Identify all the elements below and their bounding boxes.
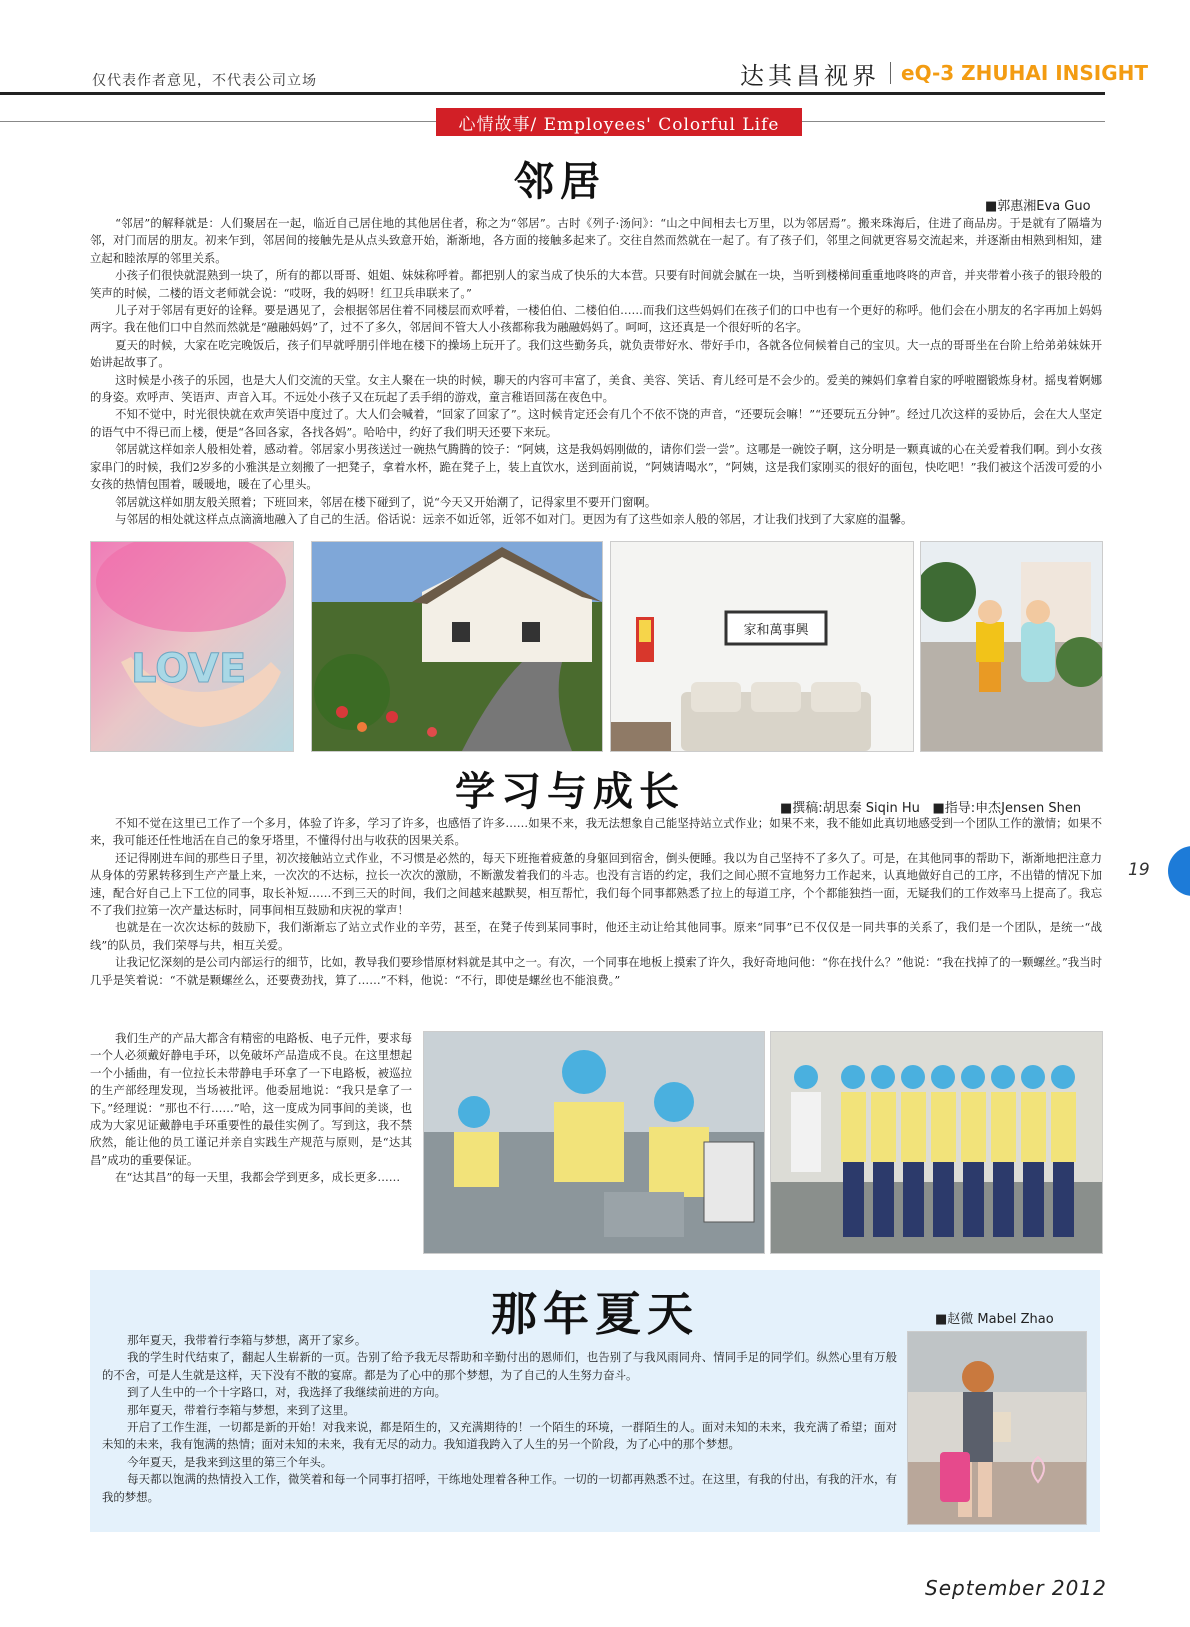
article1-title: 邻居 (514, 158, 606, 205)
page-tab (1168, 846, 1190, 896)
article3-author: ■赵微 Mabel Zhao (935, 1312, 1054, 1327)
article1-paragraph: 夏天的时候，大家在吃完晚饭后，孩子们早就呼朋引伴地在楼下的操场上玩开了。我们这些勤务兵，就负责带好水、带好手巾，各就各位伺候着自己的宝贝。大一点的哥哥坐在台阶上给弟弟妹妹开始讲起故事了。 (90, 337, 1102, 370)
factory-workers-photo (423, 1031, 765, 1254)
brand-divider (890, 62, 891, 84)
article1-paragraph: 这时候是小孩子的乐园，也是大人们交流的天堂。女主人聚在一块的时候，聊天的内容可丰富了，美食、美容、笑话、育儿经可是不会少的。爱美的辣妈们拿着自家的呼啦圈锻炼身材。摇曳着婀娜的身姿。欢呼声、笑语声、声音入耳。不远处小孩子又在玩起了丢手绢的游戏，童言稚语回荡在夜色中。 (90, 372, 1102, 405)
article3-body (102, 1332, 897, 1506)
article2-side-body (90, 1030, 412, 1187)
brand-chinese: 达其昌视界 (740, 61, 880, 90)
love-hands-photo (90, 541, 294, 752)
header-brand (740, 56, 1148, 90)
article3-paragraph: 今年夏天，是我来到这里的第三个年头。 (127, 1454, 333, 1469)
love-letters: LOVE (131, 646, 247, 692)
article2-author: ■撰稿:胡思秦 Siqin Hu (780, 801, 920, 816)
article1-paragraph: 儿子对于邻居有更好的诠释。要是遇见了，会根据邻居住着不同楼层而欢呼着，一楼伯伯、二楼伯伯……而我们这些妈妈们在孩子们的口中也有一个更好的称呼。他们会在小朋友的名字再加上妈妈两字。我在他们口中自然而然就是“融融妈妈”了，过不了多久，邻居间不管大人小孩都称我为融融妈妈了。呵呵，这还真是一个很好听的名字。 (90, 303, 1102, 335)
footer-date: September 2012 (925, 1576, 1107, 1600)
section-tag: 心情故事/ Employees' Colorful Life (436, 108, 802, 136)
article2-title: 学习与成长 (455, 768, 685, 815)
article1-byline (985, 195, 1091, 214)
article2-side-paragraph: 在“达其昌”的每一天里，我都会学到更多，成长更多…… (115, 1170, 401, 1185)
article1-paragraph: “邻居”的解释就是：人们聚居在一起，临近自己居住地的其他居住者，称之为“邻居”。古时《列子·汤问》：“山之中间相去七万里，以为邻居焉”。搬来珠海后，住进了商品房。于是就有了隔墙为邻，对门而居的朋友。初来乍到，邻居间的接触先是从点头致意开始，渐渐地，各方面的接触多起来了。交往自然而然就在一起了。有了孩子们，邻里之间就更容易交流起来，并逐渐由相熟到相知，建立起和睦浓厚的邻里关系。 (90, 216, 1102, 265)
article1-author: ■郭惠湘Eva Guo (985, 199, 1091, 214)
article3-paragraph: 那年夏天，我带着行李箱与梦想，离开了家乡。 (127, 1333, 367, 1347)
article2-paragraph: 还记得刚进车间的那些日子里，初次接触站立式作业，不习惯是必然的，每天下班拖着疲惫的身躯回到宿舍，倒头便睡。我以为自己坚持不了多久了。可是，在其他同事的帮助下，渐渐地把注意力从身体的劳累转移到生产产量上来，一次次的不达标，拉长一次次的激励，不断激发着我们的斗志。也没有言语的约定，我们之间心照不宣地努力工作起来，认真地做好自己的工序，不出错的情况下加速，配合好自己上下工位的同事，取长补短……不到三天的时间，我们之间越来越默契，相互帮忙，我们每个同事都熟悉了拉上的每道工序，个个都能独挡一面，无疑我们的工作效率马上提高了。我忘不了我们拉第一次产量达标时，同事间相互鼓励和庆祝的掌声！ (90, 850, 1102, 918)
article1-paragraph: 不知不觉中，时光很快就在欢声笑语中度过了。大人们会喊着，“回家了回家了”。这时候肯定还会有几个不依不饶的声音，“还要玩会嘛！”“还要玩五分钟”。经过几次这样的妥协后，会在大人坚定的语气中不得已而上楼，便是“各回各家，各找各妈”。哈哈中，约好了我们明天还要下来玩。 (90, 407, 1102, 439)
article3-paragraph: 我的学生时代结束了，翻起人生崭新的一页。告别了给予我无尽帮助和辛勤付出的恩师们，也告别了与我风雨同舟、情同手足的同学们。纵然心里有万般的不舍，可是人生就是这样，天下没有不散的宴席。都是为了心中的那个梦想，为了自己的人生努力奋斗。 (102, 1350, 897, 1382)
article1-body (90, 215, 1102, 528)
header-rule (0, 92, 1105, 95)
article2-paragraph: 也就是在一次次达标的鼓励下，我们渐渐忘了站立式作业的辛劳，甚至，在凳子传到某同事时，他还主动让给其他同事。原来“同事”已不仅仅是一同共事的关系了，我们是一个团队，是统一“战线”的队员，我们荣辱与共，相互关爱。 (90, 920, 1102, 952)
article1-paragraph: 邻居就这样如亲人般相处着，感动着。邻居家小男孩送过一碗热气腾腾的饺子：“阿姨，这是我妈妈刚做的，请你们尝一尝”。这哪是一碗饺子啊，这分明是一颗真诚的心在关爱着我们啊。到小女孩家串门的时候，我们2岁多的小雅淇是立刻搬了一把凳子，拿着水杯，跪在凳子上，装上直饮水，送到面前说，“阿姨请喝水”，“阿姨，这是我们家刚买的很好的面包，快吃吧！”我们被这个活泼可爱的小女孩的热情包围着，暖暖地，暖在了心里头。 (90, 442, 1102, 492)
article2-side-paragraph: 我们生产的产品大都含有精密的电路板、电子元件，要求每一个人必须戴好静电手环，以免破坏产品造成不良。在这里想起一个小插曲，有一位拉长未带静电手环拿了一下电路板，被巡拉的生产部经理发现，当场被批评。他委屈地说：“我只是拿了一下。”经理说：“那也不行……”哈，这一度成为同事间的美谈，也成为大家见证戴静电手环重要性的最佳实例了。写到这，我不禁欣然，能让他的员工谨记并亲自实践生产规范与原则，是“达其昌”成功的重要保证。 (90, 1031, 412, 1167)
article3-paragraph: 那年夏天，带着行李箱与梦想，来到了这里。 (127, 1402, 355, 1417)
brand-english: eQ-3 ZHUHAI INSIGHT (901, 61, 1149, 85)
girl-suitcase-photo (907, 1331, 1087, 1525)
page-number: 19 (1128, 860, 1150, 880)
article3-byline (935, 1308, 1054, 1327)
article3-paragraph: 开启了工作生涯，一切都是新的开始！对我来说，都是陌生的，又充满期待的！一个陌生的环境，一群陌生的人。面对未知的未来，我充满了希望；面对未知的未来，我有饱满的热情；面对未知的未来，我有无尽的动力。我知道我跨入了人生的另一个阶段，为了心中的那个梦想。 (102, 1420, 897, 1452)
painting-text: 家和萬事興 (743, 623, 809, 638)
article3-paragraph: 每天都以饱满的热情投入工作，微笑着和每一个同事打招呼，干练地处理着各种工作。一切的一切都再熟悉不过。在这里，有我的付出，有我的汗水，有我的梦想。 (102, 1472, 897, 1504)
article3-paragraph: 到了人生中的一个十字路口，对，我选择了我继续前进的方向。 (127, 1385, 447, 1400)
article2-mentor: ■指导:申杰Jensen Shen (932, 801, 1082, 816)
article1-paragraph: 邻居就这样如朋友般关照着；下班回来，邻居在楼下碰到了，说“今天又开始潮了，记得家里不要开门窗啊。 (115, 494, 657, 509)
article2-paragraph: 不知不觉在这里已工作了一个多月，体验了许多，学习了许多，也感悟了许多……如果不来，我无法想象自己能坚持站立式作业；如果不来，我不能如此真切地感受到一个团队工作的激情；如果不来，我可能还任性地活在自己的象牙塔里，不懂得付出与收获的因果关系。 (90, 816, 1102, 848)
article2-body (90, 815, 1102, 989)
article1-paragraph: 小孩子们很快就混熟到一块了，所有的都以哥哥、姐姐、妹妹称呼着。都把别人的家当成了快乐的大本营。只要有时间就会腻在一块，当听到楼梯间重重地咚咚的声音，并夹带着小孩子的银玲般的笑声的时候，二楼的语文老师就会说：“哎呀，我的妈呀！红卫兵串联来了。” (90, 268, 1102, 300)
living-room-photo (610, 541, 914, 752)
article3-title: 那年夏天 (491, 1287, 699, 1341)
article2-paragraph: 让我记忆深刻的是公司内部运行的细节，比如，教导我们要珍惜原材料就是其中之一。有次，一个同事在地板上摸索了许久，我好奇地问他：“你在找什么？”他说：“我在找掉了的一颗螺丝。”我当时几乎是笑着说：“不就是颗螺丝么，还要费劲找，算了……”不料，他说：“不行，即使是螺丝也不能浪费。” (90, 955, 1102, 987)
header-disclaimer: 仅代表作者意见，不代表公司立场 (92, 73, 317, 89)
article2-byline (780, 797, 1081, 816)
cottage-garden-photo (311, 541, 603, 752)
kids-playing-photo (920, 541, 1103, 752)
team-lineup-photo (770, 1031, 1103, 1254)
article1-paragraph: 与邻居的相处就这样点点滴滴地融入了自己的生活。俗话说：远亲不如近邻，近邻不如对门。更因为有了这些如亲人般的邻居，才让我们找到了大家庭的温馨。 (115, 511, 913, 526)
